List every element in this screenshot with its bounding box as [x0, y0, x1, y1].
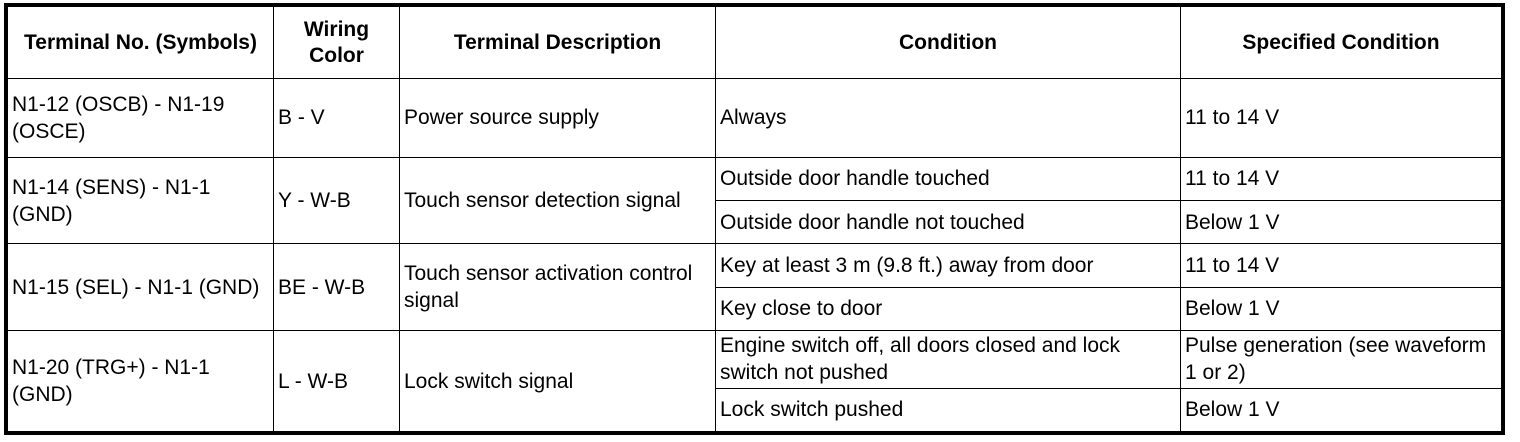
cell-wiring-color: B - V — [274, 79, 400, 158]
table-row — [8, 244, 1502, 287]
cell-condition: Always — [716, 79, 1181, 158]
cell-terminal: N1-15 (SEL) - N1-1 (GND) — [8, 244, 274, 331]
cell-specified: 11 to 14 V — [1181, 157, 1502, 200]
cell-specified: Pulse generation (see waveform 1 or 2) — [1181, 331, 1502, 388]
cell-condition: Outside door handle touched — [716, 157, 1181, 200]
cell-description: Touch sensor activation control signal — [400, 244, 716, 331]
cell-specified: 11 to 14 V — [1181, 79, 1502, 158]
header-condition: Condition — [716, 7, 1181, 79]
cell-terminal: N1-14 (SENS) - N1-1 (GND) — [8, 157, 274, 244]
cell-specified: Below 1 V — [1181, 287, 1502, 330]
header-terminal: Terminal No. (Symbols) — [8, 7, 274, 79]
table-row — [8, 157, 1502, 200]
header-row — [8, 7, 1502, 79]
table-row — [8, 331, 1502, 388]
cell-wiring-color: BE - W-B — [274, 244, 400, 331]
cell-description: Power source supply — [400, 79, 716, 158]
cell-condition: Engine switch off, all doors closed and lock switch not pushed — [716, 331, 1181, 388]
cell-wiring-color: L - W-B — [274, 331, 400, 432]
header-terminal-description: Terminal Description — [400, 7, 716, 79]
cell-specified: Below 1 V — [1181, 388, 1502, 431]
cell-condition: Key close to door — [716, 287, 1181, 330]
cell-wiring-color: Y - W-B — [274, 157, 400, 244]
cell-condition: Outside door handle not touched — [716, 201, 1181, 244]
cell-description: Touch sensor detection signal — [400, 157, 716, 244]
terminal-spec-table — [7, 6, 1502, 432]
table-row — [8, 79, 1502, 158]
cell-condition: Key at least 3 m (9.8 ft.) away from door — [716, 244, 1181, 287]
terminal-spec-table-frame — [4, 3, 1505, 435]
cell-specified: 11 to 14 V — [1181, 244, 1502, 287]
cell-specified: Below 1 V — [1181, 201, 1502, 244]
cell-description: Lock switch signal — [400, 331, 716, 432]
header-specified-condition: Specified Condition — [1181, 7, 1502, 79]
header-wiring-color: Wiring Color — [274, 7, 400, 79]
cell-terminal: N1-12 (OSCB) - N1-19 (OSCE) — [8, 79, 274, 158]
cell-condition: Lock switch pushed — [716, 388, 1181, 431]
cell-terminal: N1-20 (TRG+) - N1-1 (GND) — [8, 331, 274, 432]
